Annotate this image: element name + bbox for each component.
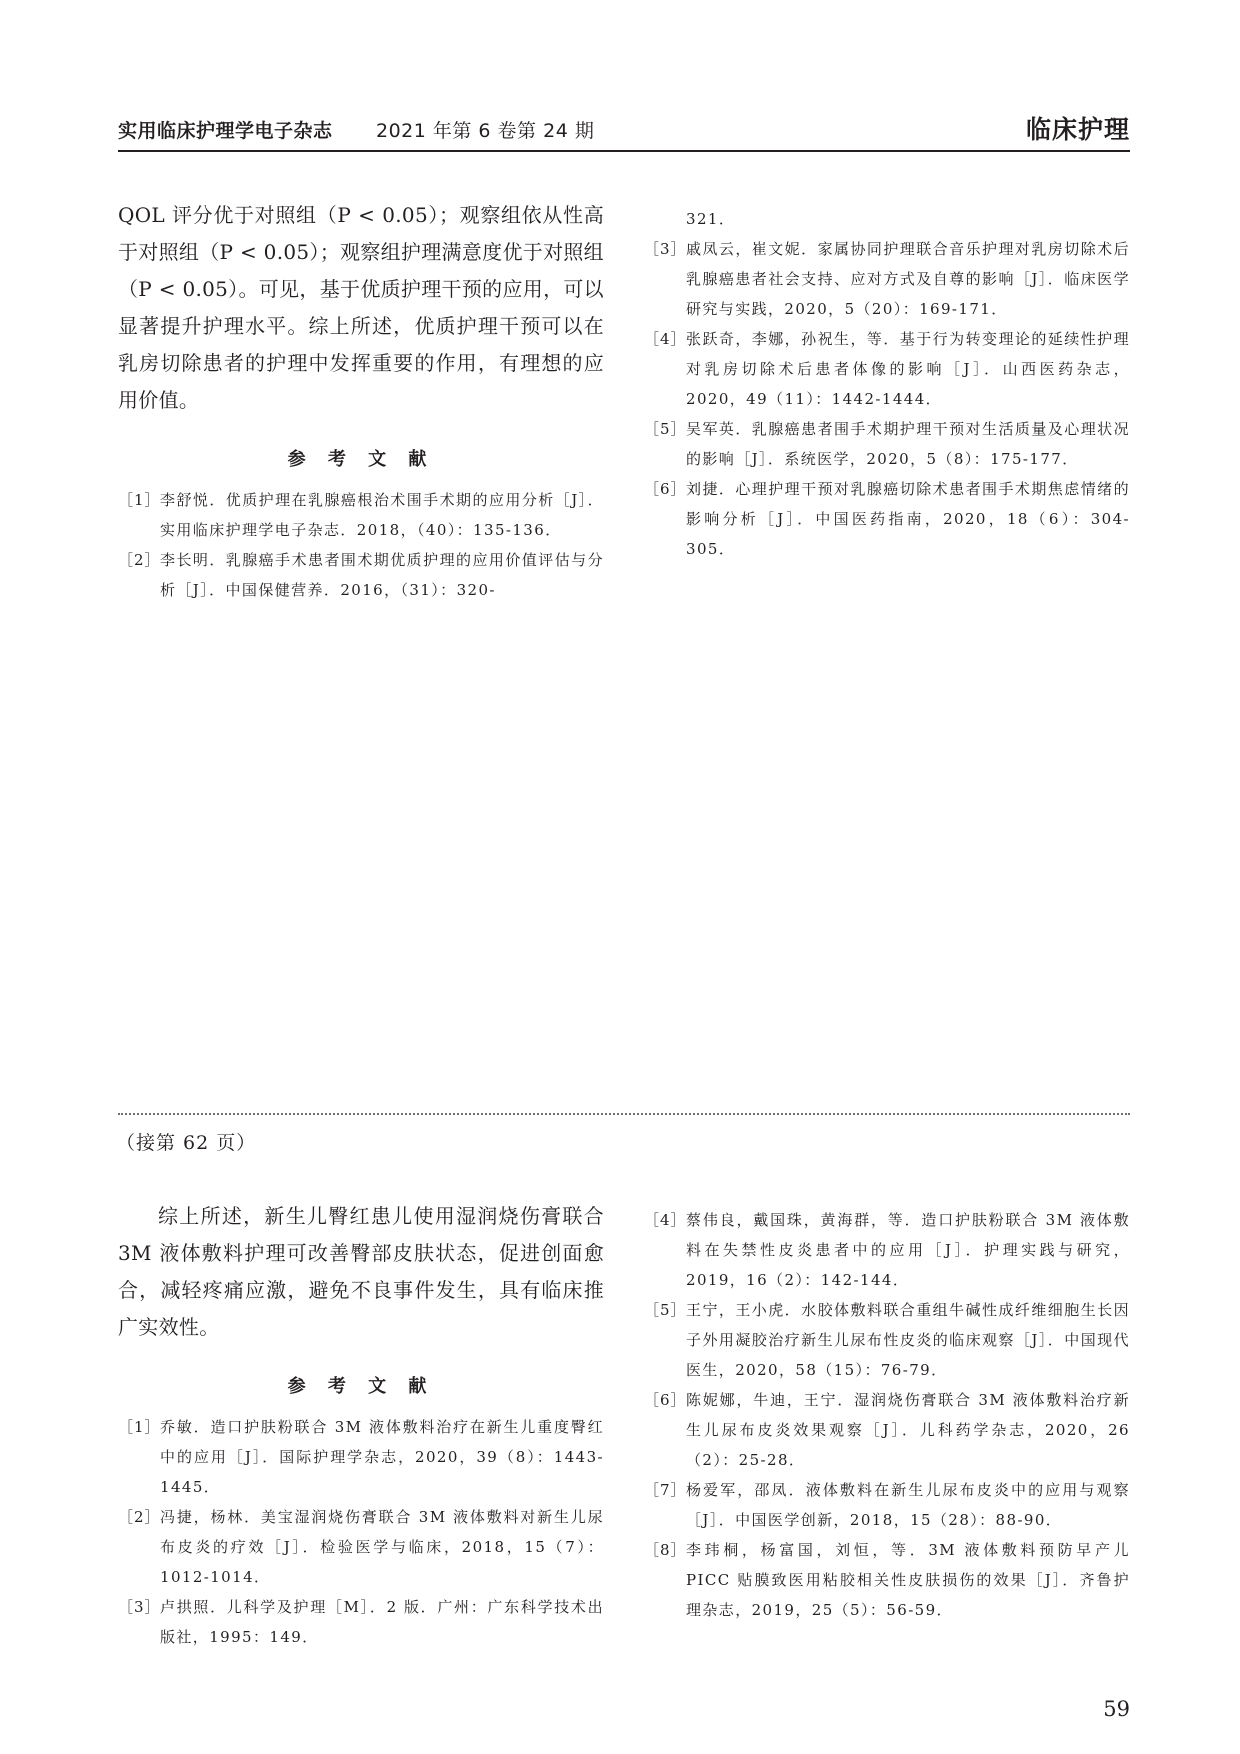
reference-number: ［3］ bbox=[118, 1598, 161, 1616]
reference-list bbox=[118, 1412, 604, 1652]
references-heading: 参 考 文 献 bbox=[287, 449, 435, 470]
page-number: 59 bbox=[1103, 1697, 1130, 1721]
reference-text: 李玮桐，杨富国，刘恒，等．3M 液体敷料预防早产儿 PICC 贴膜致医用粘胶相关性皮肤损伤的效果［J］．齐鲁护理杂志，2019，25（5）：56-59． bbox=[686, 1541, 1130, 1619]
reference-number: ［3］ bbox=[644, 240, 687, 258]
reference-text: 蔡伟良，戴国珠，黄海群，等．造口护肤粉联合 3M 液体敷料在失禁性皮炎患者中的应用［J］．护理实践与研究，2019，16（2）：142-144． bbox=[686, 1211, 1130, 1289]
reference-number: ［5］ bbox=[644, 1301, 687, 1319]
reference-item bbox=[644, 1535, 1130, 1625]
reference-item bbox=[118, 1592, 604, 1652]
reference-number: ［4］ bbox=[644, 330, 687, 348]
reference-number: ［2］ bbox=[118, 551, 161, 569]
conclusion-paragraph: QOL 评分优于对照组（P < 0.05）；观察组依从性高于对照组（P < 0.05）；观察组护理满意度优于对照组（P < 0.05）。可见，基于优质护理干预的应用，可以显著提升护理水平。综上所述，优质护理干预可以在乳房切除患者的护理中发挥重要的作用，有理想的应用价值。 bbox=[118, 203, 604, 412]
reference-number: ［1］ bbox=[118, 491, 161, 509]
reference-item bbox=[644, 1475, 1130, 1535]
reference-number: ［4］ bbox=[644, 1211, 687, 1229]
reference-item bbox=[118, 545, 604, 605]
issue-info: 2021 年第 6 卷第 24 期 bbox=[376, 120, 595, 142]
reference-number: ［1］ bbox=[118, 1418, 161, 1436]
reference-list bbox=[118, 485, 604, 605]
reference-list bbox=[644, 234, 1130, 564]
reference-item bbox=[644, 1205, 1130, 1295]
reference-item bbox=[644, 324, 1130, 414]
reference-text: 戚凤云，崔文妮．家属协同护理联合音乐护理对乳房切除术后乳腺癌患者社会支持、应对方式及自尊的影响［J］．临床医学研究与实践，2020，5（20）：169-171． bbox=[686, 240, 1130, 318]
reference-text: 王宁，王小虎．水胶体敷料联合重组牛碱性成纤维细胞生长因子外用凝胶治疗新生儿尿布性皮炎的临床观察［J］．中国现代医生，2020，58（15）：76-79． bbox=[686, 1301, 1130, 1379]
conclusion-paragraph: 综上所述，新生儿臀红患儿使用湿润烧伤膏联合 3M 液体敷料护理可改善臀部皮肤状态，促进创面愈合，减轻疼痛应激，避免不良事件发生，具有临床推广实效性。 bbox=[118, 1204, 604, 1339]
reference-text: 张跃奇，李娜，孙祝生，等．基于行为转变理论的延续性护理对乳房切除术后患者体像的影响［J］．山西医药杂志，2020，49（11）：1442-1444． bbox=[686, 330, 1130, 408]
running-header bbox=[118, 110, 1130, 160]
reference-text: 杨爱军，邵凤．液体敷料在新生儿尿布皮炎中的应用与观察［J］．中国医学创新，2018，15（28）：88-90． bbox=[686, 1481, 1130, 1529]
references-heading: 参 考 文 献 bbox=[287, 1376, 435, 1397]
reference-item bbox=[644, 234, 1130, 324]
reference-item bbox=[118, 1412, 604, 1502]
bottom-right-column bbox=[644, 1205, 1130, 1625]
reference-item bbox=[118, 1502, 604, 1592]
top-right-column bbox=[644, 204, 1130, 564]
reference-item bbox=[644, 414, 1130, 474]
reference-item bbox=[644, 474, 1130, 564]
reference-continuation: 321． bbox=[686, 210, 736, 228]
header-rule bbox=[118, 150, 1130, 152]
bottom-left-column bbox=[118, 1198, 604, 1652]
reference-text: 吴军英．乳腺癌患者围手术期护理干预对生活质量及心理状况的影响［J］．系统医学，2020，5（8）：175-177． bbox=[686, 420, 1130, 468]
reference-item bbox=[644, 1385, 1130, 1475]
reference-number: ［5］ bbox=[644, 420, 687, 438]
reference-number: ［6］ bbox=[644, 480, 687, 498]
reference-item bbox=[118, 485, 604, 545]
continued-from-note: （接第 62 页） bbox=[116, 1132, 257, 1154]
reference-text: 冯捷，杨林．美宝湿润烧伤膏联合 3M 液体敷料对新生儿尿布皮炎的疗效［J］．检验医学与临床，2018，15（7）：1012-1014． bbox=[160, 1508, 604, 1586]
reference-number: ［2］ bbox=[118, 1508, 161, 1526]
section-divider bbox=[118, 1113, 1130, 1115]
reference-number: ［7］ bbox=[644, 1481, 687, 1499]
section-name: 临床护理 bbox=[1025, 115, 1130, 144]
reference-number: ［6］ bbox=[644, 1391, 687, 1409]
reference-text: 刘捷．心理护理干预对乳腺癌切除术患者围手术期焦虑情绪的影响分析［J］．中国医药指南，2020，18（6）：304-305． bbox=[686, 480, 1130, 558]
top-left-column bbox=[118, 197, 604, 605]
reference-number: ［8］ bbox=[644, 1541, 687, 1559]
reference-text: 李舒悦．优质护理在乳腺癌根治术围手术期的应用分析［J］．实用临床护理学电子杂志．2018，（40）：135-136． bbox=[160, 491, 604, 539]
reference-item bbox=[644, 1295, 1130, 1385]
reference-text: 陈妮娜，牛迪，王宁．湿润烧伤膏联合 3M 液体敷料治疗新生儿尿布皮炎效果观察［J］．儿科药学杂志，2020，26（2）：25-28． bbox=[686, 1391, 1130, 1469]
journal-name: 实用临床护理学电子杂志 bbox=[118, 120, 333, 142]
reference-text: 李长明．乳腺癌手术患者围术期优质护理的应用价值评估与分析［J］．中国保健营养．2016，（31）：320- bbox=[160, 551, 604, 599]
reference-list bbox=[644, 1205, 1130, 1625]
reference-text: 卢拱照．儿科学及护理［M］．2 版．广州：广东科学技术出版社，1995：149． bbox=[160, 1598, 604, 1646]
reference-text: 乔敏．造口护肤粉联合 3M 液体敷料治疗在新生儿重度臀红中的应用［J］．国际护理学杂志，2020，39（8）：1443-1445． bbox=[160, 1418, 604, 1496]
